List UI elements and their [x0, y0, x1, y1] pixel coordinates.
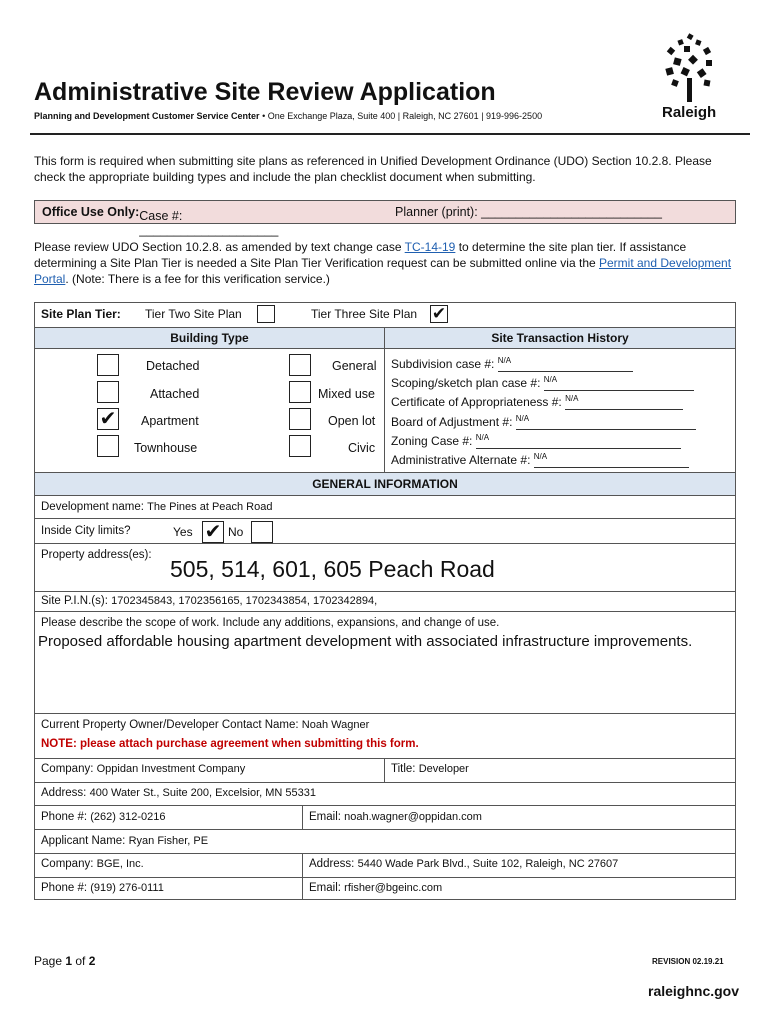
open-lot-checkbox[interactable] — [289, 408, 311, 430]
site-pin: Site P.I.N.(s): 1702345843, 1702356165, 1702343854, 1702342894, — [41, 595, 378, 607]
header-divider — [30, 133, 750, 135]
revision-label: REVISION 02.19.21 — [652, 957, 724, 966]
attached-label: Attached — [150, 387, 200, 401]
inside-city-label: Inside City limits? — [41, 525, 131, 537]
office-use-bar — [34, 200, 736, 237]
purchase-agreement-note: NOTE: please attach purchase agreement when submitting this form. — [41, 738, 419, 750]
civic-label: Civic — [348, 441, 376, 455]
townhouse-checkbox[interactable] — [97, 435, 119, 457]
general-label: General — [332, 359, 377, 373]
raleigh-logo-text: Raleigh — [662, 104, 717, 121]
applicant-email: Email: rfisher@bgeinc.com — [309, 882, 443, 894]
owner-title: Title: Developer — [391, 763, 469, 775]
owner-company: Company: Oppidan Investment Company — [41, 763, 246, 775]
page-title: Administrative Site Review Application — [34, 78, 496, 106]
tier-two-label: Tier Two Site Plan — [145, 307, 242, 321]
tc-14-19-link[interactable]: TC-14-19 — [404, 240, 456, 254]
review-text: Please review UDO Section 10.2.8. as amended by text change case TC-14-19 to determine the site plan tier. If assistance determining a Site Plan Tier is needed a Site Plan Tier Verification request can be submitted online via the Permit and Development Portal. (Note: There is a fee for this verification service.) — [34, 240, 732, 286]
scope-value: Proposed affordable housing apartment development with associated infrastructure improvements. — [38, 633, 693, 650]
development-name: Development name: The Pines at Peach Road — [41, 501, 273, 513]
page-number: Page 1 of 2 — [34, 954, 96, 968]
office-use-case: Office Use Only: Case #: ____________________ — [42, 205, 279, 237]
owner-address: Address: 400 Water St., Suite 200, Excelsior, MN 55331 — [41, 787, 317, 799]
general-info-header: GENERAL INFORMATION — [34, 472, 736, 496]
apartment-checkbox[interactable]: ✔ — [97, 408, 119, 430]
site-url: raleighnc.gov — [648, 983, 740, 999]
open-lot-label: Open lot — [328, 414, 376, 428]
column-divider — [384, 347, 385, 472]
detached-label: Detached — [146, 359, 200, 373]
applicant-address: Address: 5440 Wade Park Blvd., Suite 102, Raleigh, NC 27607 — [309, 858, 619, 870]
tier-three-checkbox[interactable]: ✔ — [431, 304, 447, 323]
boa-case: Board of Adjustment #: $^{N/A}$ — [391, 414, 696, 430]
mixed-use-checkbox[interactable] — [289, 381, 311, 403]
building-type-header: Building Type — [34, 327, 385, 349]
tier-two-checkbox[interactable] — [257, 305, 275, 323]
tier-label: Site Plan Tier: — [41, 307, 121, 321]
site-history-header: Site Transaction History — [384, 327, 736, 349]
property-address-value: 505, 514, 601, 605 Peach Road — [170, 556, 495, 582]
scoping-case: Scoping/sketch plan case #: $^{N/A}$ — [391, 375, 694, 391]
col-divider — [302, 854, 303, 900]
property-address-label: Property address(es): — [41, 549, 152, 561]
inside-city-yes-checkbox[interactable]: ✔ — [202, 521, 224, 543]
zoning-case: Zoning Case #: $^{N/A}$ — [391, 433, 681, 449]
subdivision-case: Subdivision case #: $^{N/A}$ — [391, 356, 633, 372]
page-subtitle: Planning and Development Customer Service Center • One Exchange Plaza, Suite 400 | Raleigh, NC 27601 | 919-996-2500 — [34, 111, 543, 121]
owner-email: Email: noah.wagner@oppidan.com — [309, 811, 482, 823]
scope-label: Please describe the scope of work. Include any additions, expansions, and change of use. — [41, 617, 500, 629]
inside-city-no-checkbox[interactable] — [251, 521, 273, 543]
tier-three-label: Tier Three Site Plan — [311, 307, 418, 321]
attached-checkbox[interactable] — [97, 381, 119, 403]
coa-case: Certificate of Appropriateness #: $^{N/A}$ — [391, 394, 683, 410]
yes-label: Yes — [173, 525, 193, 539]
general-checkbox[interactable] — [289, 354, 311, 376]
townhouse-label: Townhouse — [134, 441, 198, 455]
owner-phone: Phone #: (262) 312-0216 — [41, 811, 166, 823]
intro-text: This form is required when submitting site plans as referenced in Unified Development Ordinance (UDO) Section 10.2.8. Please check the appropriate building types and include the plan checklist document when submitting. — [34, 154, 712, 184]
row-divider — [34, 519, 736, 544]
applicant-name: Applicant Name: Ryan Fisher, PE — [41, 835, 209, 847]
owner-contact: Current Property Owner/Developer Contact Name: Noah Wagner — [41, 719, 370, 731]
apartment-label: Apartment — [141, 414, 199, 428]
col-divider — [384, 758, 385, 783]
applicant-company: Company: BGE, Inc. — [41, 858, 144, 870]
mixed-use-label: Mixed use — [318, 387, 375, 401]
col-divider — [302, 806, 303, 830]
applicant-phone: Phone #: (919) 276-0111 — [41, 882, 164, 894]
permit-portal-link[interactable]: Permit and Development Portal — [34, 256, 732, 286]
detached-checkbox[interactable] — [97, 354, 119, 376]
admin-alternate: Administrative Alternate #: $^{N/A}$ — [391, 452, 689, 468]
office-use-planner: Planner (print): __________________________ — [395, 205, 662, 219]
civic-checkbox[interactable] — [289, 435, 311, 457]
no-label: No — [228, 525, 244, 539]
